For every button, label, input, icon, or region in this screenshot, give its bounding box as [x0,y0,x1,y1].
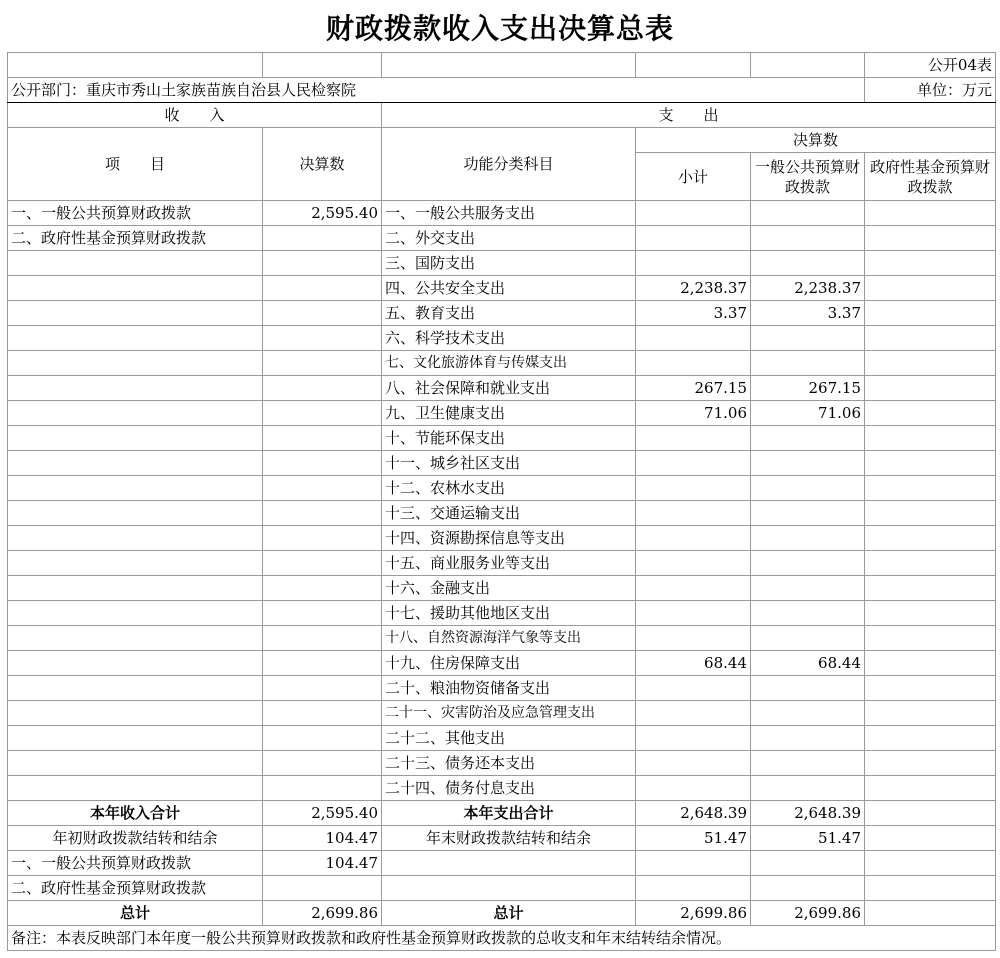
general-budget-value [751,451,865,476]
expenditure-item: 二十二、其他支出 [382,726,636,751]
income-amount [263,626,382,651]
income-item [8,551,263,576]
gov-fund-value [865,526,996,551]
income-item [8,251,263,276]
gov-fund-value [865,401,996,426]
income-amount [263,376,382,401]
expenditure-item: 二十一、灾害防治及应急管理支出 [382,701,636,726]
table-row [8,251,996,276]
grand-total-general: 2,699.86 [751,901,865,926]
report-title: 财政拨款收入支出决算总表 [325,12,674,45]
expenditure-item: 十三、交通运输支出 [382,501,636,526]
begin-fund-value [263,876,382,901]
form-code: 公开04表 [865,53,996,78]
income-amount [263,751,382,776]
expenditure-header: 支 出 [382,103,996,128]
item-header: 项 目 [8,128,263,201]
table-row [8,301,996,326]
general-budget-value [751,326,865,351]
income-item: 二、政府性基金预算财政拨款 [8,226,263,251]
subtotal-value: 68.44 [636,651,751,676]
expenditure-item: 一、一般公共服务支出 [382,201,636,226]
gov-fund-value [865,301,996,326]
income-amount [263,326,382,351]
general-budget-value [751,226,865,251]
expenditure-item: 十四、资源勘探信息等支出 [382,526,636,551]
gov-fund-value [865,201,996,226]
subtotal-value [636,351,751,376]
table-row [8,476,996,501]
general-budget-header: 一般公共预算财政拨款 [751,153,865,201]
subtotal-value [636,551,751,576]
income-amount [263,301,382,326]
expenditure-item: 二十四、债务付息支出 [382,776,636,801]
begin-general-label: 一、一般公共预算财政拨款 [8,851,263,876]
general-budget-value [751,501,865,526]
general-budget-value [751,476,865,501]
expenditure-item: 二、外交支出 [382,226,636,251]
gov-fund-value [865,226,996,251]
subtotal-value [636,326,751,351]
general-budget-value: 68.44 [751,651,865,676]
income-item [8,651,263,676]
income-amount [263,401,382,426]
subtotal-value [636,426,751,451]
general-budget-value [751,251,865,276]
subtotal-value [636,501,751,526]
subtotal-value [636,201,751,226]
general-budget-value [751,701,865,726]
exp-total-fund [865,801,996,826]
grand-total-income-value: 2,699.86 [263,901,382,926]
gov-fund-value [865,251,996,276]
subtotal-value [636,451,751,476]
income-item [8,401,263,426]
general-budget-value [751,576,865,601]
grand-total-fund [865,901,996,926]
gov-fund-header: 政府性基金预算财政拨款 [865,153,996,201]
income-item [8,601,263,626]
unit-label: 单位：万元 [865,78,996,103]
income-item [8,426,263,451]
end-carryover-general: 51.47 [751,826,865,851]
table-row [8,376,996,401]
begin-general-row [8,851,996,876]
income-amount [263,251,382,276]
subtotal-value: 267.15 [636,376,751,401]
expenditure-item: 五、教育支出 [382,301,636,326]
department-label: 公开部门：重庆市秀山土家族苗族自治县人民检察院 [8,78,865,103]
table-row [8,576,996,601]
subtotal-value [636,251,751,276]
general-budget-value [751,726,865,751]
table-row [8,201,996,226]
general-budget-value [751,751,865,776]
general-budget-value: 71.06 [751,401,865,426]
income-item [8,726,263,751]
gov-fund-value [865,601,996,626]
table-row [8,551,996,576]
general-budget-value [751,776,865,801]
gov-fund-value [865,476,996,501]
income-amount [263,451,382,476]
subtotal-value [636,776,751,801]
begin-general-value: 104.47 [263,851,382,876]
income-item [8,776,263,801]
general-budget-value [751,526,865,551]
note-row [8,926,996,951]
expenditure-item: 三、国防支出 [382,251,636,276]
income-item [8,701,263,726]
table-row [8,526,996,551]
income-amount [263,651,382,676]
income-amount [263,726,382,751]
table-row [8,776,996,801]
income-amount: 2,595.40 [263,201,382,226]
income-item [8,476,263,501]
table-row [8,651,996,676]
subtotal-value [636,676,751,701]
begin-carryover-label: 年初财政拨款结转和结余 [8,826,263,851]
blank-row [8,53,996,78]
expenditure-item: 十二、农林水支出 [382,476,636,501]
table-row [8,751,996,776]
income-header: 收 入 [8,103,382,128]
end-carryover-label: 年末财政拨款结转和结余 [382,826,636,851]
income-item [8,526,263,551]
general-budget-value: 2,238.37 [751,276,865,301]
gov-fund-value [865,576,996,601]
income-amount [263,526,382,551]
expenditure-item: 七、文化旅游体育与传媒支出 [382,351,636,376]
begin-fund-label: 二、政府性基金预算财政拨款 [8,876,263,901]
func-class-header: 功能分类科目 [382,128,636,201]
expenditure-item: 十五、商业服务业等支出 [382,551,636,576]
subtotal-value [636,226,751,251]
table-row [8,676,996,701]
carryover-row [8,826,996,851]
table-row [8,226,996,251]
table-row [8,401,996,426]
expenditure-item: 十八、自然资源海洋气象等支出 [382,626,636,651]
gov-fund-value [865,776,996,801]
gov-fund-value [865,351,996,376]
gov-fund-value [865,701,996,726]
subtotal-value [636,726,751,751]
expenditure-item: 十九、住房保障支出 [382,651,636,676]
income-item [8,276,263,301]
subtotal-value [636,526,751,551]
general-budget-value [751,351,865,376]
income-amount [263,676,382,701]
income-amount [263,276,382,301]
income-amount [263,426,382,451]
table-row [8,601,996,626]
gov-fund-value [865,676,996,701]
table-row [8,326,996,351]
income-item [8,351,263,376]
subtotal-header: 小计 [636,153,751,201]
begin-carryover-value: 104.47 [263,826,382,851]
general-budget-value [751,601,865,626]
expenditure-item: 八、社会保障和就业支出 [382,376,636,401]
end-carryover-subtotal: 51.47 [636,826,751,851]
income-amount [263,776,382,801]
income-item [8,751,263,776]
general-budget-value [751,551,865,576]
gov-fund-value [865,451,996,476]
income-amount [263,576,382,601]
gov-fund-value [865,651,996,676]
general-budget-value [751,626,865,651]
gov-fund-value [865,751,996,776]
expenditure-item: 十七、援助其他地区支出 [382,601,636,626]
end-carryover-fund [865,826,996,851]
income-amount [263,601,382,626]
income-total-label: 本年收入合计 [8,801,263,826]
final-amount-header-2: 决算数 [636,128,996,153]
subtotal-value [636,476,751,501]
general-budget-value [751,426,865,451]
income-amount [263,501,382,526]
table-row [8,351,996,376]
expenditure-item: 二十三、债务还本支出 [382,751,636,776]
income-item [8,501,263,526]
income-amount [263,351,382,376]
income-item: 一、一般公共预算财政拨款 [8,201,263,226]
table-row [8,501,996,526]
gov-fund-value [865,726,996,751]
begin-fund-row [8,876,996,901]
final-accounts-table [7,52,996,951]
exp-total-label: 本年支出合计 [382,801,636,826]
table-row [8,726,996,751]
income-item [8,376,263,401]
general-budget-value: 267.15 [751,376,865,401]
table-row [8,701,996,726]
expenditure-item: 十、节能环保支出 [382,426,636,451]
income-amount [263,551,382,576]
income-item [8,301,263,326]
income-expenditure-total-row [8,801,996,826]
income-total-value: 2,595.40 [263,801,382,826]
table-row [8,451,996,476]
subtotal-value [636,626,751,651]
expenditure-item: 十六、金融支出 [382,576,636,601]
expenditure-item: 十一、城乡社区支出 [382,451,636,476]
general-budget-value: 3.37 [751,301,865,326]
table-row [8,426,996,451]
general-budget-value [751,676,865,701]
gov-fund-value [865,426,996,451]
final-amount-header: 决算数 [263,128,382,201]
grand-total-subtotal: 2,699.86 [636,901,751,926]
grand-total-exp-label: 总计 [382,901,636,926]
income-amount [263,226,382,251]
expenditure-item: 二十、粮油物资储备支出 [382,676,636,701]
general-budget-value [751,201,865,226]
expenditure-item: 四、公共安全支出 [382,276,636,301]
header-row-2 [8,128,996,153]
exp-total-general: 2,648.39 [751,801,865,826]
department-row [8,78,996,103]
income-item [8,626,263,651]
subtotal-value [636,751,751,776]
header-row-1 [8,103,996,128]
subtotal-value: 2,238.37 [636,276,751,301]
subtotal-value [636,601,751,626]
subtotal-value: 3.37 [636,301,751,326]
grand-total-income-label: 总计 [8,901,263,926]
subtotal-value [636,701,751,726]
gov-fund-value [865,501,996,526]
grand-total-row [8,901,996,926]
income-item [8,676,263,701]
gov-fund-value [865,626,996,651]
gov-fund-value [865,276,996,301]
footnote: 备注：本表反映部门本年度一般公共预算财政拨款和政府性基金预算财政拨款的总收支和年末结转结余情况。 [8,926,996,951]
income-amount [263,476,382,501]
income-amount [263,701,382,726]
subtotal-value [636,576,751,601]
subtotal-value: 71.06 [636,401,751,426]
expenditure-item: 九、卫生健康支出 [382,401,636,426]
expenditure-item: 六、科学技术支出 [382,326,636,351]
gov-fund-value [865,376,996,401]
table-row [8,276,996,301]
gov-fund-value [865,326,996,351]
table-row [8,626,996,651]
income-item [8,576,263,601]
income-item [8,326,263,351]
income-item [8,451,263,476]
exp-total-subtotal: 2,648.39 [636,801,751,826]
gov-fund-value [865,551,996,576]
